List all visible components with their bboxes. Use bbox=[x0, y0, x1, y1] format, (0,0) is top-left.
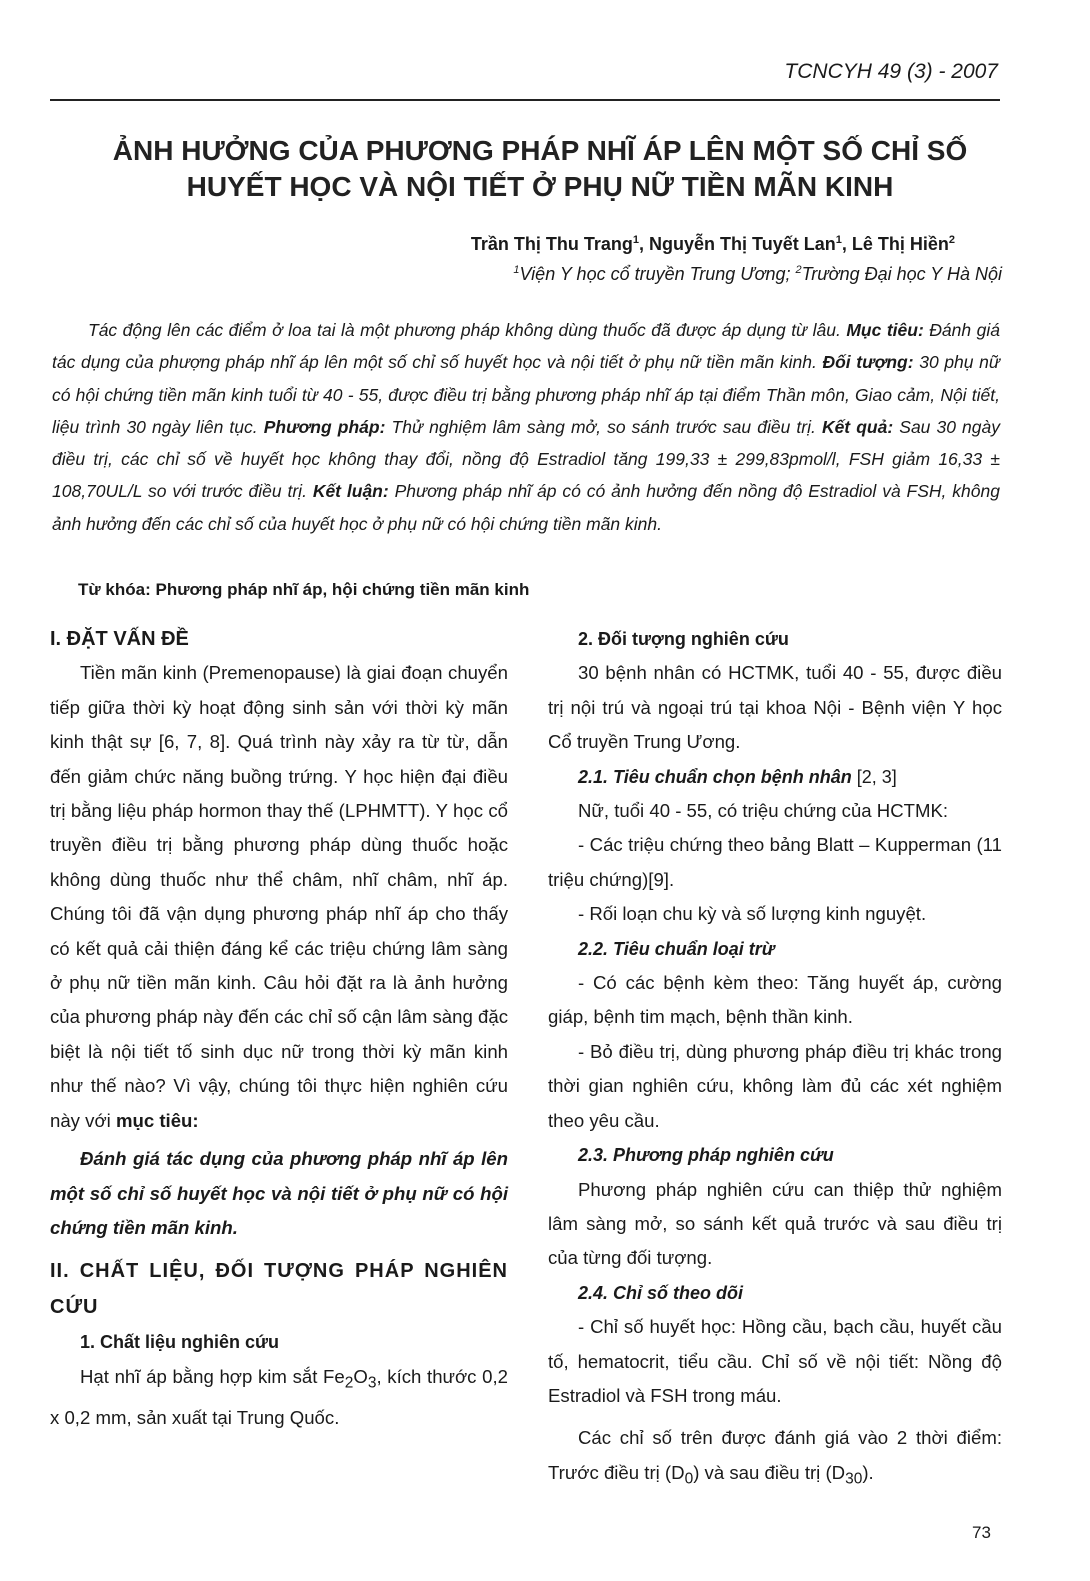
affiliations bbox=[513, 264, 1002, 285]
subsection-heading: 2.4. Chỉ số theo dõi bbox=[578, 1282, 744, 1303]
section-heading: I. ĐẶT VẤN ĐỀ bbox=[50, 628, 189, 650]
journal-header: TCNCYH 49 (3) - 2007 bbox=[784, 60, 998, 83]
header-rule bbox=[50, 99, 1000, 101]
author-sup: 1 bbox=[632, 234, 640, 246]
abstract-label: Mục tiêu: bbox=[846, 320, 924, 340]
author: Lê Thị Hiền bbox=[851, 234, 949, 254]
abstract-text: Phương pháp nhĩ áp có có ảnh hưởng đến nồng độ Estradiol và FSH, không ảnh hưởng đến các chỉ số của huyết học ở phụ nữ có hội chứng tiền mãn kinh. bbox=[52, 481, 1000, 534]
abstract-label: Đối tượng: bbox=[822, 352, 914, 373]
reference: [2, 3] bbox=[851, 766, 897, 787]
sub: 2 bbox=[344, 1374, 354, 1392]
paragraph: 30 bệnh nhân có HCTMK, tuổi 40 - 55, được điều trị nội trú và ngoại trú tại khoa Nội - Bệnh viện Y học Cổ truyền Trung Ương. bbox=[548, 662, 1002, 753]
text: Tiền mãn kinh (Premenopause) là giai đoạn chuyển tiếp giữa thời kỳ hoạt động sinh sản với thời kỳ mãn kinh thật sự [6, 7, 8]. Quá trình này xảy ra từ từ, dẫn đến giảm chức năng buồng trứng. Y học hiện đại điều trị bằng liệu pháp hormon thay thế (LPHMTT). Y học cổ truyền điều trị bằng phương pháp dùng thuốc hoặc không dùng thuốc như thể châm, nhĩ châm, nhĩ áp. Chúng tôi đã vận dụng phương pháp nhĩ áp cho thấy có kết quả cải thiện đáng kể các triệu chứng lâm sàng ở phụ nữ tiền mãn kinh. Câu hỏi đặt ra là ảnh hưởng của phương pháp này đến các chỉ số cận lâm sàng đặc biệt là nội tiết tố sinh dục nữ trong thời kỳ mãn kinh như thế nào? Vì vậy, chúng tôi thực hiện nghiên cứu này với bbox=[50, 662, 508, 1131]
subsection-heading bbox=[548, 760, 1002, 794]
subsection-heading: 2.2. Tiêu chuẩn loại trừ bbox=[578, 938, 775, 959]
abstract-text: Đánh giá tác dụng của phượng pháp nhĩ áp lên một số chỉ số huyết học và nội tiết ở phụ nữ tiền mãn kinh. bbox=[52, 320, 1000, 373]
author: Nguyễn Thị Tuyết Lan bbox=[649, 234, 836, 254]
author: Trần Thị Thu Trang bbox=[470, 234, 633, 254]
sep: , bbox=[841, 234, 852, 254]
subsection-heading: 2. Đối tượng nghiên cứu bbox=[578, 629, 789, 649]
abstract-label: Phương pháp: bbox=[263, 416, 386, 437]
abstract-text: 30 phụ nữ có hội chứng tiền mãn kinh tuổi từ 40 - 55, được điều trị bằng phương pháp nhĩ áp tại điểm Thần môn, Giao cảm, Nội tiết, liệu trình 30 ngày liên tục. bbox=[52, 352, 1000, 437]
abstract bbox=[52, 314, 1000, 540]
sub: 0 bbox=[684, 1470, 694, 1488]
author-sup: 2 bbox=[948, 234, 955, 246]
paragraph: - Có các bệnh kèm theo: Tăng huyết áp, cường giáp, bệnh tim mạch, bệnh thần kinh. bbox=[548, 972, 1002, 1028]
paragraph bbox=[548, 1421, 1002, 1497]
paragraph bbox=[50, 1360, 508, 1436]
paragraph: Phương pháp nghiên cứu can thiệp thử nghiệm lâm sàng mở, so sánh kết quả trước và sau điều trị của từng đối tượng. bbox=[548, 1178, 1002, 1269]
title-line: HUYẾT HỌC VÀ NỘI TIẾT Ở PHỤ NỮ TIỀN MÃN KINH bbox=[186, 171, 894, 202]
left-column bbox=[50, 622, 508, 1435]
aff-sup: 1 bbox=[513, 264, 520, 276]
sub: 3 bbox=[367, 1374, 377, 1392]
authors bbox=[471, 234, 955, 255]
abstract-label: Kết luận: bbox=[312, 481, 389, 502]
text: Các chỉ số trên được đánh giá vào 2 thời điểm: Trước điều trị (D bbox=[548, 1427, 1002, 1483]
abstract-label: Kết quả: bbox=[821, 416, 894, 437]
heading-text: 2.1. Tiêu chuẩn chọn bệnh nhân bbox=[578, 766, 852, 787]
text: , kích thước 0,2 x 0,2 mm, sản xuất tại Trung Quốc. bbox=[50, 1365, 508, 1428]
aff-sup: 2 bbox=[795, 264, 802, 276]
text: Hạt nhĩ áp bằng hợp kim sắt Fe bbox=[80, 1365, 345, 1387]
subsection-heading: 2.3. Phương pháp nghiên cứu bbox=[578, 1145, 834, 1166]
paragraph: - Chỉ số huyết học: Hồng cầu, bạch cầu, huyết cầu tố, hematocrit, tiểu cầu. Chỉ số về nội tiết: Nồng độ Estradiol và FSH trong máu. bbox=[548, 1316, 1002, 1406]
author-sup: 1 bbox=[835, 234, 842, 246]
bold-text: mục tiêu: bbox=[115, 1109, 199, 1131]
sub: 30 bbox=[845, 1470, 863, 1488]
keywords: Từ khóa: Phương pháp nhĩ áp, hội chứng tiền mãn kinh bbox=[78, 580, 530, 599]
sep: , bbox=[639, 234, 650, 254]
paragraph: Nữ, tuổi 40 - 55, có triệu chứng của HCTMK: bbox=[578, 800, 949, 822]
text: O bbox=[353, 1365, 368, 1387]
objective: Đánh giá tác dụng của phương pháp nhĩ áp lên một số chỉ số huyết học và nội tiết ở phụ nữ có hội chứng tiền mãn kinh. bbox=[50, 1148, 508, 1238]
text: ) và sau điều trị (D bbox=[693, 1461, 846, 1483]
section-heading: II. CHẤT LIỆU, ĐỐI TƯỢNG PHÁP NGHIÊN CỨU bbox=[50, 1260, 508, 1319]
affiliation: Trường Đại học Y Hà Nội bbox=[801, 264, 1002, 284]
right-column bbox=[548, 622, 1002, 1497]
page-number: 73 bbox=[972, 1523, 991, 1542]
subsection-heading: 1. Chất liệu nghiên cứu bbox=[80, 1332, 280, 1353]
abstract-text: Sau 30 ngày điều trị, các chỉ số về huyết học không thay đổi, nồng độ Estradiol tăng 199,33 ± 299,83pmol/l, FSH giảm 16,33 ± 108,70UL/L so với trước điều trị. bbox=[52, 416, 1001, 502]
text: ). bbox=[862, 1461, 874, 1483]
abstract-text: Thử nghiệm lâm sàng mở, so sánh trước sau điều trị. bbox=[385, 416, 822, 437]
affiliation: Viện Y học cổ truyền Trung Ương; bbox=[519, 264, 796, 284]
paragraph: - Rối loạn chu kỳ và số lượng kinh nguyệt. bbox=[578, 903, 927, 925]
paper-title bbox=[50, 133, 1030, 205]
paragraph: - Bỏ điều trị, dùng phương pháp điều trị khác trong thời gian nghiên cứu, không làm đủ các xét nghiệm theo yêu cầu. bbox=[548, 1040, 1002, 1131]
paragraph bbox=[50, 656, 508, 1138]
paragraph: - Các triệu chứng theo bảng Blatt – Kupperman (11 triệu chứng)[9]. bbox=[548, 834, 1002, 890]
title-line: ẢNH HƯỞNG CỦA PHƯƠNG PHÁP NHĨ ÁP LÊN MỘT SỐ CHỈ SỐ bbox=[112, 135, 968, 166]
abstract-text: Tác động lên các điểm ở loa tai là một phương pháp không dùng thuốc đã được áp dụng từ lâu. bbox=[88, 320, 847, 340]
